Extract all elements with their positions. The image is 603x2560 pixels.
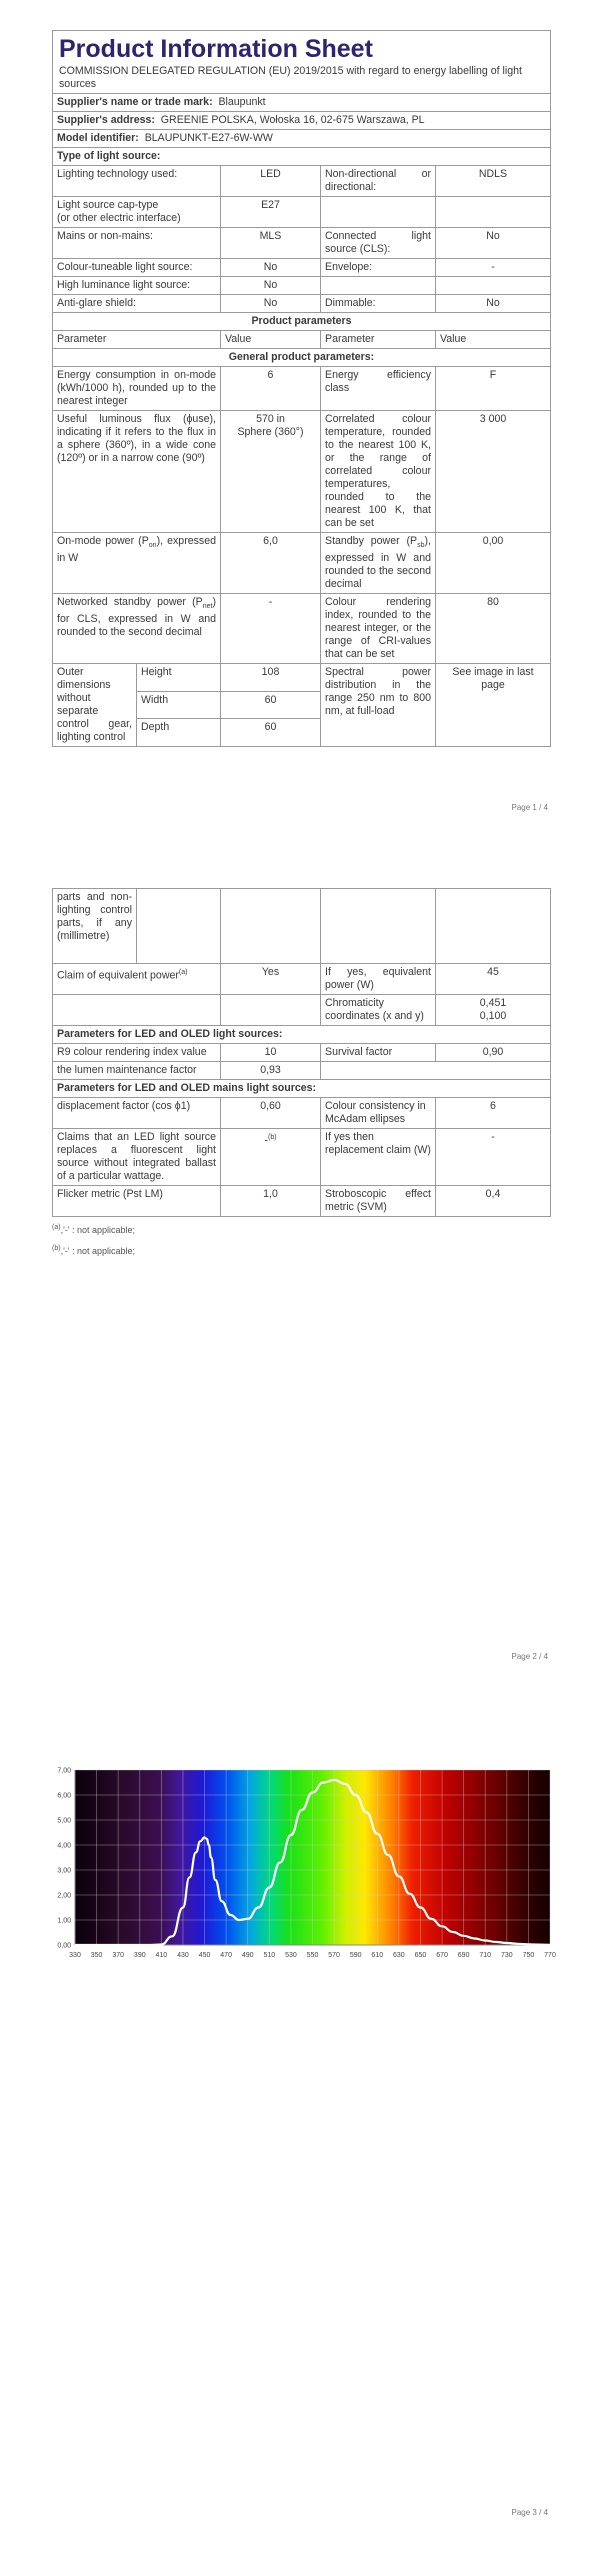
- chromaticity-y: 0,100: [479, 1010, 507, 1022]
- networked-sub: net: [202, 603, 213, 611]
- y-tick-label: 2,00: [57, 1892, 71, 1900]
- x-tick-label: 350: [90, 1952, 103, 1959]
- high-luminance-label: High luminance light source:: [53, 277, 221, 295]
- x-tick-label: 490: [241, 1952, 254, 1959]
- spectral-power-chart: [40, 1760, 560, 1970]
- cct-label: Correlated colour temperature, rounded to the nearest 100 K, or the range of correlated colour temperatures, rounded to the nearest 100 K, that can be set: [321, 411, 436, 533]
- supplier-name-row: [53, 94, 551, 112]
- x-tick-label: 510: [263, 1952, 276, 1959]
- chromaticity-x: 0,451: [479, 997, 507, 1009]
- lighting-tech-label: Lighting technology used:: [53, 166, 221, 197]
- product-parameters-title: Product parameters: [53, 313, 551, 331]
- supplier-address-value: GREENIE POLSKA, Wołoska 16, 02-675 Warszawa, PL: [160, 114, 425, 126]
- luminous-flux-value-line-2: Sphere (360°): [237, 426, 304, 438]
- dimmable-label: Dimmable:: [321, 295, 436, 313]
- x-tick-label: 690: [457, 1952, 470, 1959]
- high-luminance-value: No: [221, 277, 321, 295]
- y-tick-label: 5,00: [57, 1817, 71, 1825]
- outer-dims-label-continued: parts and non-lighting control parts, if any (millimetre): [53, 889, 137, 964]
- replacement-label: If yes then replacement claim (W): [321, 1129, 436, 1186]
- standby-text: Standby power (P: [325, 535, 418, 547]
- width-value: 60: [221, 691, 321, 719]
- standby-text-end: ), expressed in W and rounded to the second decimal: [325, 535, 431, 591]
- x-tick-label: 330: [69, 1952, 81, 1959]
- page-number: Page 3 / 4: [511, 2508, 548, 2517]
- page-title: Product Information Sheet: [59, 35, 373, 63]
- col-value-header: Value: [221, 331, 321, 349]
- mains-label: Mains or non-mains:: [53, 228, 221, 259]
- empty-cell: [436, 889, 551, 964]
- y-tick-label: 0,00: [57, 1942, 71, 1950]
- x-tick-label: 710: [479, 1952, 492, 1959]
- networked-label: [53, 594, 221, 664]
- col-value-header: Value: [436, 331, 551, 349]
- cap-type-label-line-1: Light source cap-type: [57, 199, 159, 211]
- empty-cell: [321, 1062, 551, 1080]
- empty-cell: [321, 197, 436, 228]
- energy-consumption-label: Energy consumption in on-mode (kWh/1000 h), rounded up to the nearest integer: [53, 367, 221, 411]
- y-tick-label: 6,00: [57, 1792, 71, 1800]
- empty-cell: [53, 995, 221, 1026]
- cri-value: 80: [436, 594, 551, 664]
- standby-label: [321, 533, 436, 594]
- envelope-label: Envelope:: [321, 259, 436, 277]
- anti-glare-label: Anti-glare shield:: [53, 295, 221, 313]
- empty-cell: [221, 995, 321, 1026]
- equiv-power-label: If yes, equivalent power (W): [321, 964, 436, 995]
- survival-label: Survival factor: [321, 1044, 436, 1062]
- x-tick-label: 610: [371, 1952, 384, 1959]
- chromaticity-value: [436, 995, 551, 1026]
- on-mode-power-label: [53, 533, 221, 594]
- on-mode-power-value: 6,0: [221, 533, 321, 594]
- colour-tuneable-label: Colour-tuneable light source:: [53, 259, 221, 277]
- x-tick-label: 430: [177, 1952, 189, 1959]
- equiv-claim-sup: (a): [178, 969, 188, 976]
- x-tick-label: 450: [198, 1952, 211, 1959]
- y-tick-label: 4,00: [57, 1842, 71, 1850]
- on-mode-power-sub: on: [148, 542, 157, 550]
- colour-tuneable-value: No: [221, 259, 321, 277]
- footnote-a-mark: (a): [52, 1224, 61, 1231]
- cap-type-label-line-2: (or other electric interface): [57, 212, 181, 224]
- cct-value: 3 000: [436, 411, 551, 533]
- height-label: Height: [137, 664, 221, 692]
- lighting-tech-value: LED: [221, 166, 321, 197]
- energy-class-label: Energy efficiency class: [321, 367, 436, 411]
- x-tick-label: 570: [328, 1952, 340, 1959]
- spd-label: Spectral power distribution in the range 250 nm to 800 nm, at full-load: [321, 664, 436, 747]
- x-tick-label: 750: [522, 1952, 535, 1959]
- flicker-value: 1,0: [221, 1186, 321, 1217]
- empty-cell: [221, 889, 321, 964]
- header-cell: [53, 31, 551, 94]
- stroboscopic-value: 0,4: [436, 1186, 551, 1217]
- envelope-value: -: [436, 259, 551, 277]
- empty-cell: [436, 277, 551, 295]
- model-row: [53, 130, 551, 148]
- page-3: [0, 1680, 603, 2560]
- on-mode-power-text-end: ), expressed in W: [57, 535, 216, 565]
- non-directional-label: Non-directional or directional:: [321, 166, 436, 197]
- product-sheet-continued: [52, 888, 550, 1258]
- model-value: BLAUPUNKT-E27-6W-WW: [144, 132, 273, 144]
- r9-value: 10: [221, 1044, 321, 1062]
- y-tick-label: 1,00: [57, 1917, 71, 1925]
- survival-value: 0,90: [436, 1044, 551, 1062]
- claims-label: Claims that an LED light source replaces a fluorescent light source without integrated ballast of a particular wattage.: [53, 1129, 221, 1186]
- displacement-value: 0,60: [221, 1098, 321, 1129]
- consistency-value: 6: [436, 1098, 551, 1129]
- supplier-address-row: [53, 112, 551, 130]
- spd-value: See image in last page: [436, 664, 551, 747]
- on-mode-power-text: On-mode power (P: [57, 535, 149, 547]
- luminous-flux-label: Useful luminous flux (ϕuse), indicating if it refers to the flux in a sphere (360º), in a wide cone (120º) or in a narrow cone (90º): [53, 411, 221, 533]
- replacement-value: -: [436, 1129, 551, 1186]
- page-1: [0, 0, 603, 820]
- x-tick-label: 770: [544, 1952, 556, 1959]
- claims-sup: (b): [267, 1134, 277, 1141]
- x-tick-label: 390: [133, 1952, 146, 1959]
- luminous-flux-value-line-1: 570 in: [256, 413, 285, 425]
- energy-consumption-value: 6: [221, 367, 321, 411]
- x-tick-label: 630: [393, 1952, 405, 1959]
- dimmable-value: No: [436, 295, 551, 313]
- equiv-claim-text: Claim of equivalent power: [57, 969, 179, 982]
- non-directional-value: NDLS: [436, 166, 551, 197]
- x-tick-label: 730: [500, 1952, 513, 1959]
- model-label: Model identifier:: [57, 132, 139, 144]
- spec-table-part-2: [52, 888, 551, 1217]
- page-2: [0, 820, 603, 1680]
- footnote-b-mark: (b): [52, 1245, 61, 1252]
- x-tick-label: 550: [306, 1952, 319, 1959]
- x-tick-label: 650: [414, 1952, 427, 1959]
- product-sheet: [52, 30, 550, 747]
- anti-glare-value: No: [221, 295, 321, 313]
- footnote-a-text: ,'-' : not applicable;: [60, 1225, 136, 1235]
- chromaticity-label: Chromaticity coordinates (x and y): [321, 995, 436, 1026]
- height-value: 108: [221, 664, 321, 692]
- supplier-name-value: Blaupunkt: [218, 96, 266, 108]
- type-label: Type of light source:: [53, 148, 551, 166]
- equiv-power-value: 45: [436, 964, 551, 995]
- empty-cell: [137, 889, 221, 964]
- empty-cell: [436, 197, 551, 228]
- depth-value: 60: [221, 719, 321, 747]
- led-mains-parameters-title: Parameters for LED and OLED mains light sources:: [53, 1080, 551, 1098]
- standby-sub: sb: [417, 542, 425, 550]
- standby-value: 0,00: [436, 533, 551, 594]
- r9-label: R9 colour rendering index value: [53, 1044, 221, 1062]
- page-number: Page 1 / 4: [511, 803, 548, 812]
- supplier-name-label: Supplier's name or trade mark:: [57, 96, 213, 108]
- footnote-b: [52, 1242, 550, 1258]
- luminous-flux-value: [221, 411, 321, 533]
- networked-text-end: ) for CLS, expressed in W and rounded to the second decimal: [57, 596, 216, 639]
- stroboscopic-label: Stroboscopic effect metric (SVM): [321, 1186, 436, 1217]
- footnote-a: [52, 1221, 550, 1237]
- col-parameter-header: Parameter: [53, 331, 221, 349]
- supplier-address-label: Supplier's address:: [57, 114, 155, 126]
- equiv-claim-value: Yes: [221, 964, 321, 995]
- depth-label: Depth: [137, 719, 221, 747]
- equiv-claim-label: [53, 964, 221, 995]
- x-tick-label: 670: [436, 1952, 448, 1959]
- width-label: Width: [137, 691, 221, 719]
- x-tick-label: 370: [112, 1952, 125, 1959]
- claims-value-text: -: [264, 1134, 268, 1147]
- x-tick-label: 470: [220, 1952, 232, 1959]
- x-tick-label: 530: [285, 1952, 297, 1959]
- footnote-b-text: ,'-' : not applicable;: [60, 1246, 136, 1256]
- regulation-text: COMMISSION DELEGATED REGULATION (EU) 2019/2015 with regard to energy labelling of light sources: [59, 65, 522, 90]
- cap-type-value: E27: [221, 197, 321, 228]
- cri-label: Colour rendering index, rounded to the nearest integer, or the range of CRI-values that can be set: [321, 594, 436, 664]
- connected-value: No: [436, 228, 551, 259]
- y-tick-label: 7,00: [57, 1767, 71, 1775]
- mains-value: MLS: [221, 228, 321, 259]
- lumen-value: 0,93: [221, 1062, 321, 1080]
- led-parameters-title: Parameters for LED and OLED light sources:: [53, 1026, 551, 1044]
- lumen-label: the lumen maintenance factor: [53, 1062, 221, 1080]
- energy-class-value: F: [436, 367, 551, 411]
- flicker-label: Flicker metric (Pst LM): [53, 1186, 221, 1217]
- x-tick-label: 410: [155, 1952, 168, 1959]
- consistency-label: Colour consistency in McAdam ellipses: [321, 1098, 436, 1129]
- networked-value: -: [221, 594, 321, 664]
- outer-dims-label: Outer dimensions without separate control gear, lighting control: [53, 664, 137, 747]
- spec-table-part-1: [52, 30, 551, 747]
- cap-type-label: [53, 197, 221, 228]
- displacement-label: displacement factor (cos ϕ1): [53, 1098, 221, 1129]
- x-tick-label: 590: [349, 1952, 362, 1959]
- empty-cell: [321, 277, 436, 295]
- connected-label: Connected light source (CLS):: [321, 228, 436, 259]
- general-parameters-title: General product parameters:: [53, 349, 551, 367]
- networked-text: Networked standby power (P: [57, 596, 203, 609]
- col-parameter-header: Parameter: [321, 331, 436, 349]
- empty-cell: [321, 889, 436, 964]
- page-number: Page 2 / 4: [511, 1652, 548, 1661]
- claims-value: [221, 1129, 321, 1186]
- y-tick-label: 3,00: [57, 1867, 71, 1875]
